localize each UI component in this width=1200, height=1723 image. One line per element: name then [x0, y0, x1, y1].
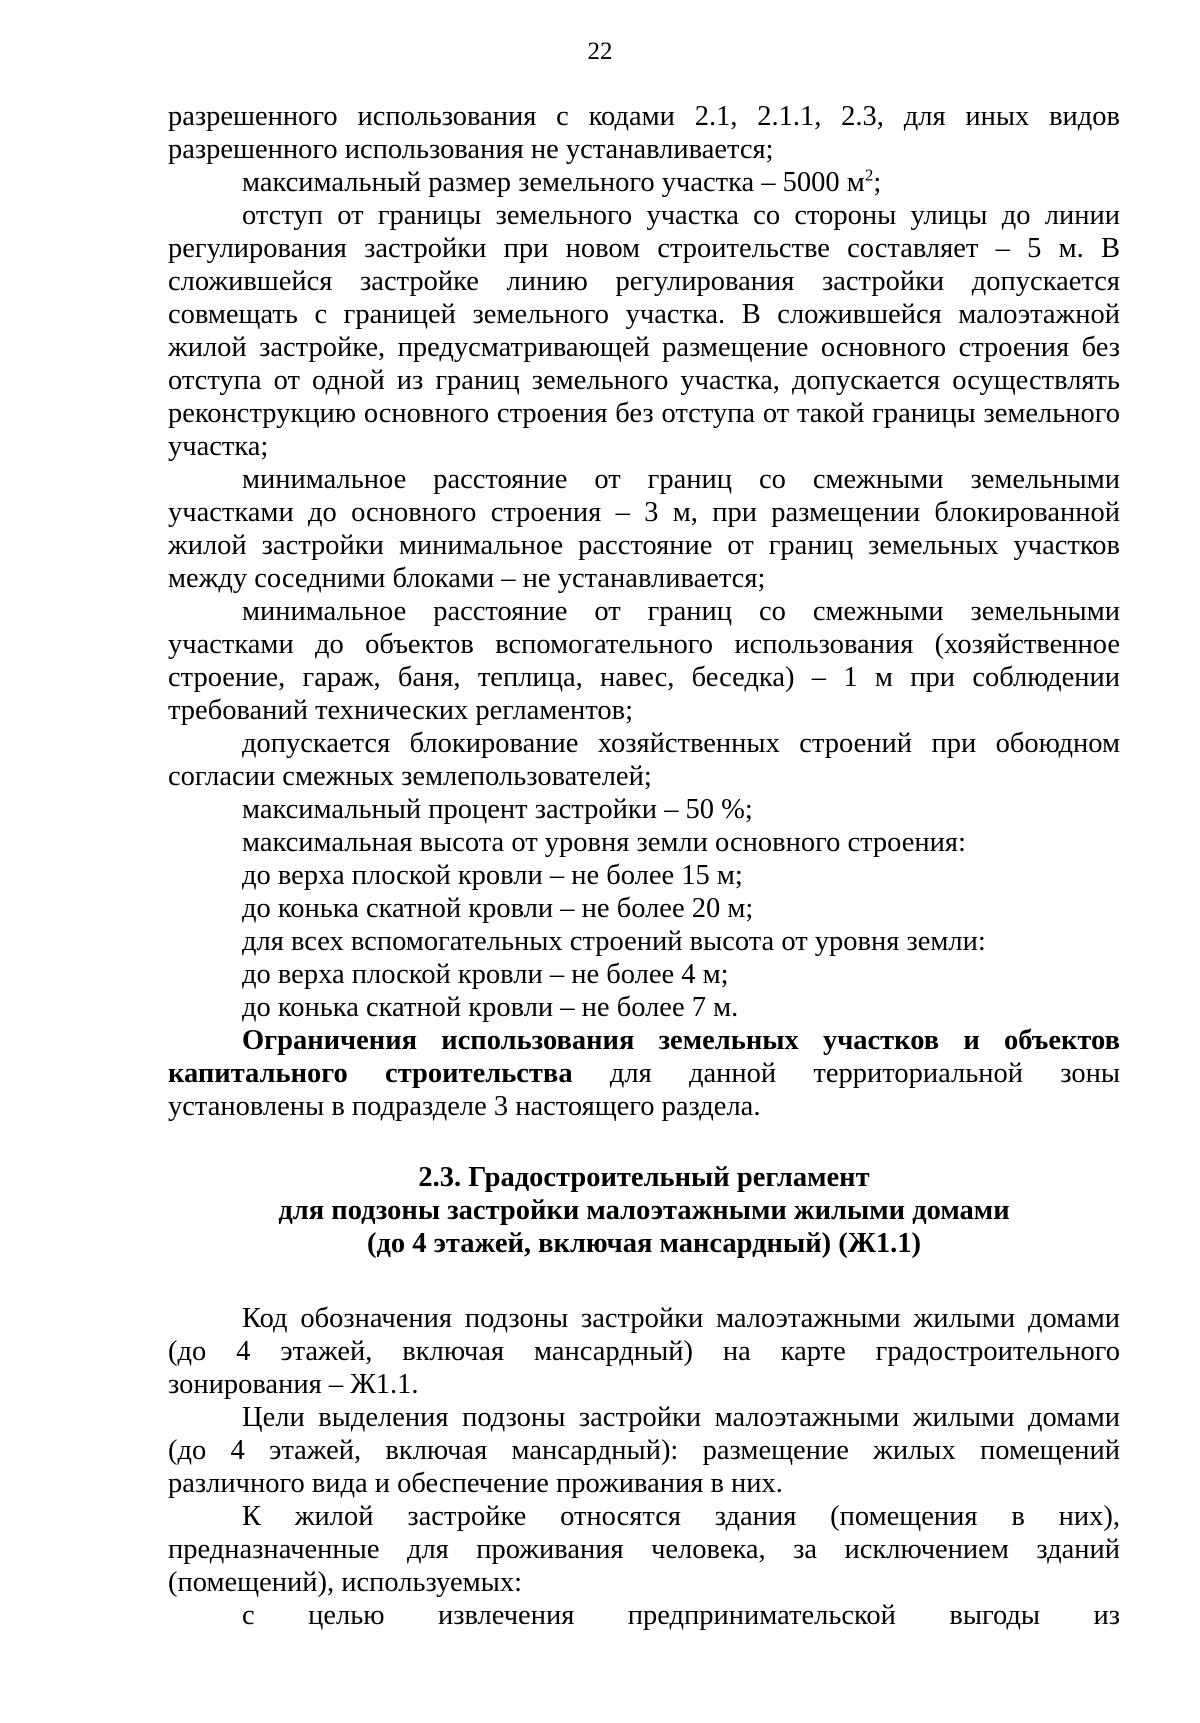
page-number: 22 [587, 38, 613, 65]
paragraph-zone-code: Код обозначения подзоны застройки малоэтажными жилыми домами (до 4 этажей, включая мансардный) на карте градостроительного зонирования – Ж1.1. [168, 1303, 1120, 1400]
paragraph-max-percent: максимальный процент застройки – 50 %; [242, 794, 753, 825]
word: извлечения [437, 1600, 575, 1631]
word: целью [308, 1600, 385, 1631]
paragraph-max-plot-size [168, 166, 1120, 199]
paragraph-height-pitched-aux: до конька скатной кровли – не более 7 м. [242, 992, 739, 1023]
heading-line-2: для подзоны застройки малоэтажными жилыми домами [278, 1195, 1010, 1226]
paragraph-height-flat-main: до верха плоской кровли – не более 15 м; [242, 860, 743, 891]
paragraph-restrictions [168, 1024, 1120, 1123]
paragraph-zone-goals: Цели выделения подзоны застройки малоэтажными жилыми домами (до 4 этажей, включая мансардный): размещение жилых помещений различного вида и обеспечение проживания в них. [168, 1402, 1120, 1499]
paragraph-text: максимальный размер земельного участка – 5000 м [242, 167, 865, 198]
superscript: 2 [864, 165, 874, 185]
section-heading [168, 1161, 1120, 1260]
word: с [242, 1600, 255, 1631]
word: из [1093, 1600, 1120, 1631]
word: выгоды [949, 1600, 1041, 1631]
paragraph-height-flat-aux: до верха плоской кровли – не более 4 м; [242, 959, 729, 990]
restrictions-bold: Ограничения использования земельных участков и объектов капитального строительства [168, 1025, 1120, 1089]
paragraph-min-distance-aux: минимальное расстояние от границ со смежными земельными участками до объектов вспомогательного использования (хозяйственное строение, гараж, баня, теплица, навес, беседка) – 1 м при соблюдении требований технических регламентов; [168, 596, 1120, 726]
last-line [168, 1599, 1120, 1632]
paragraph-text-end: ; [873, 167, 882, 198]
paragraph-setback: отступ от границы земельного участка со стороны улицы до линии регулирования застройки при новом строительстве составляет – 5 м. В сложившейся застройке линию регулирования застройки допускается совмещать с границей земельного участка. В сложившейся малоэтажной жилой застройке, предусматривающей размещение основного строения без отступа от одной из границ земельного участка, допускается осуществлять реконструкцию основного строения без отступа от такой границы земельного участка; [168, 200, 1120, 462]
heading-line-1: 2.3. Градостроительный регламент [418, 1162, 870, 1193]
heading-line-3: (до 4 этажей, включая мансардный) (Ж1.1) [366, 1228, 922, 1259]
paragraph-blocking: допускается блокирование хозяйственных строений при обоюдном согласии смежных землепользователей; [168, 728, 1120, 792]
restrictions-rest: для данной территориальной зоны установлены в подразделе 3 настоящего раздела. [168, 1058, 1120, 1122]
paragraph-aux-height: для всех вспомогательных строений высота от уровня земли: [242, 926, 986, 957]
paragraph-height-pitched-main: до конька скатной кровли – не более 20 м; [242, 893, 754, 924]
body-text [168, 100, 1120, 1632]
paragraph-max-height: максимальная высота от уровня земли основного строения: [242, 827, 966, 858]
paragraph-residential: К жилой застройке относятся здания (помещения в них), предназначенные для проживания человека, за исключением зданий (помещений), используемых: [168, 1501, 1120, 1598]
word: предпринимательской [627, 1600, 896, 1631]
paragraph-0: разрешенного использования с кодами 2.1, 2.1.1, 2.3, для иных видов разрешенного использования не устанавливается; [168, 101, 1120, 165]
paragraph-min-distance-main: минимальное расстояние от границ со смежными земельными участками до основного строения – 3 м, при размещении блокированной жилой застройки минимальное расстояние от границ земельных участков между соседними блоками – не устанавливается; [168, 464, 1120, 594]
